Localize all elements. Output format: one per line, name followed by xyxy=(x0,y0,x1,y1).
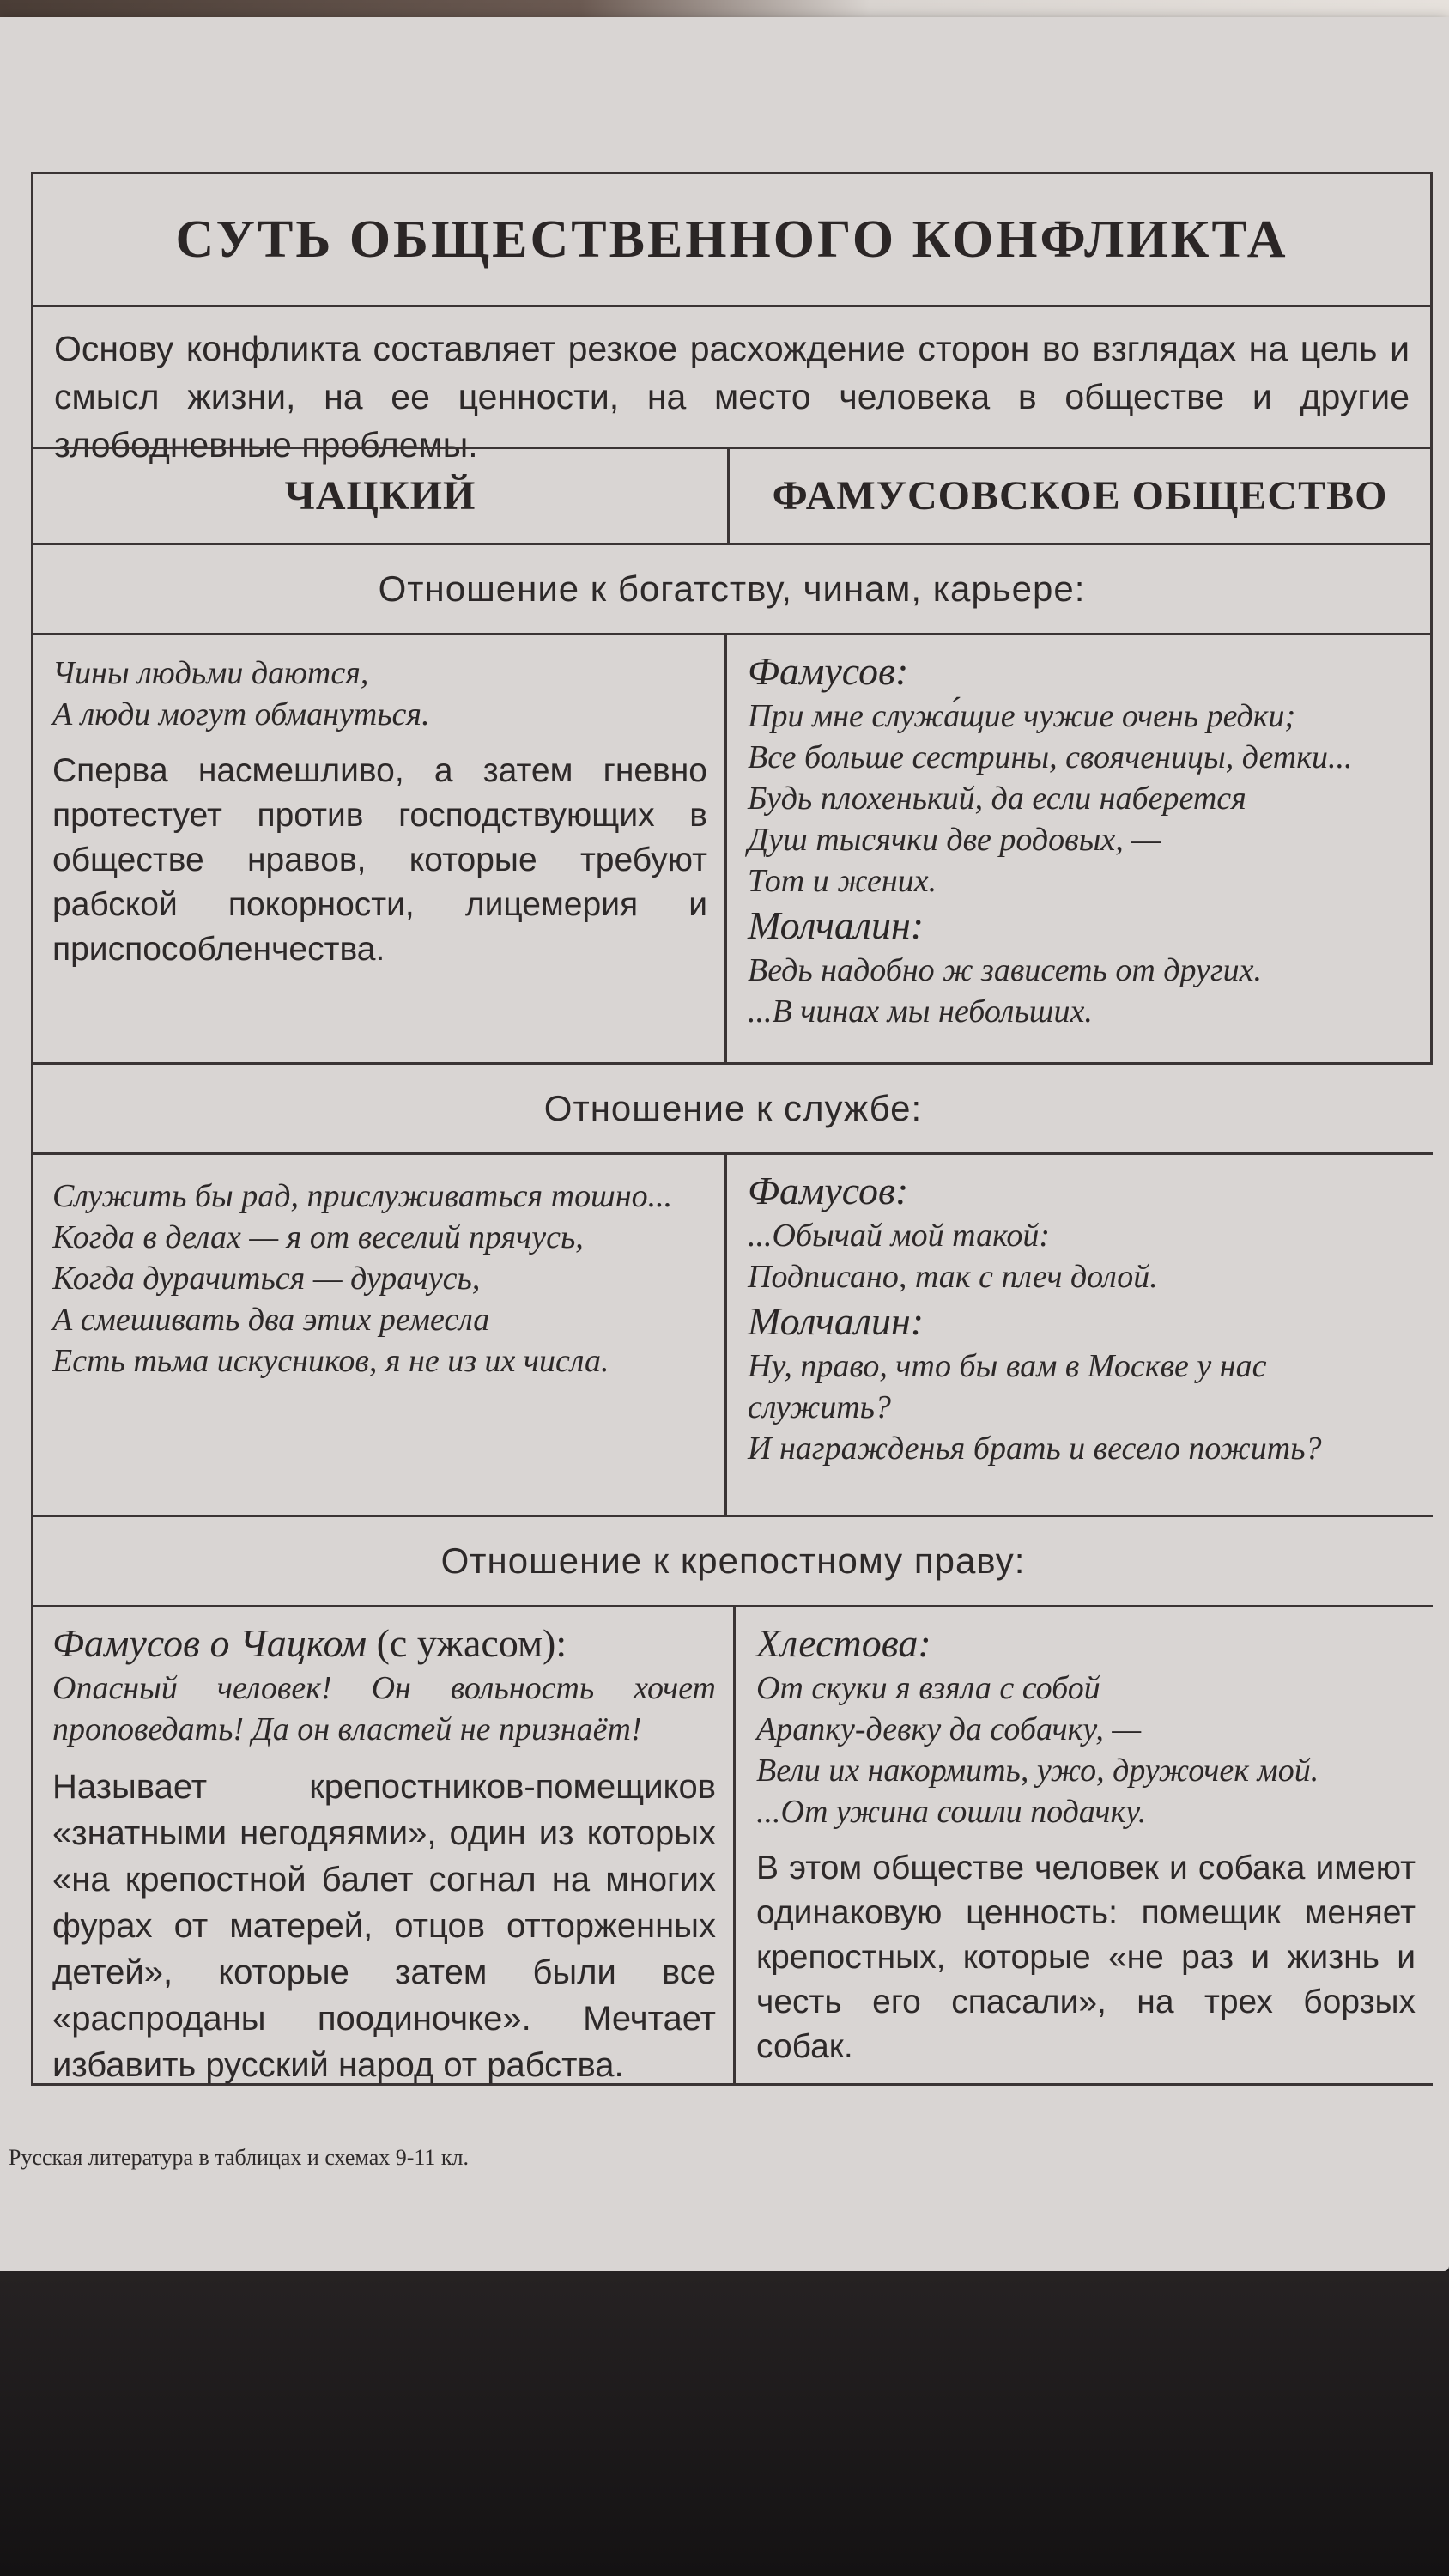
intro-row xyxy=(33,305,1433,465)
famusov-society-cell xyxy=(727,635,1430,1062)
quote-line: А смешивать два этих ремесла xyxy=(52,1302,490,1338)
quote-text: Опасный человек! Он вольность хочет проповедать! Да он властей не признаёт! xyxy=(52,1670,716,1747)
description-text: Называет крепостников-помещиков «знатными негодяями», один из которых «на крепостной балет согнал на многих фурах от матерей, отцов отторженных детей», которые затем были все «распроданы поодиночке». Мечтает избавить русский народ от рабства. xyxy=(52,1768,716,2084)
speaker-label: Фамусов: xyxy=(748,1169,909,1212)
quote-line: ...Обычай мой такой: xyxy=(748,1218,1051,1254)
quote-line: Служить бы рад, прислуживаться тошно... xyxy=(52,1178,673,1214)
column-header-famusov-society: ФАМУСОВСКОЕ ОБЩЕСТВО xyxy=(772,473,1388,519)
quote-line: А люди могут обмануться. xyxy=(52,696,430,732)
quote-line: Будь плохенький, да если наберется xyxy=(748,781,1246,817)
quote-line: Есть тьма искусников, я не из их числа. xyxy=(52,1343,609,1379)
intro-text: Основу конфликта составляет резкое расхождение сторон во взглядах на цель и смысл жизни, на ее ценности, на место человека в обществе и другие злободневные проблемы. xyxy=(54,329,1410,465)
conflict-table xyxy=(31,172,1433,2086)
description-text: В этом обществе человек и собака имеют одинаковую ценность: помещик меняет крепостных, которые «не раз и жизнь и честь его спасали», на трех борзых собак. xyxy=(756,1850,1416,2065)
quote-line: Подписано, так с плеч долой. xyxy=(748,1259,1158,1295)
speaker-label: Хлестова: xyxy=(756,1621,931,1665)
column-header-row xyxy=(33,447,1433,543)
speaker-label: Молчалин: xyxy=(748,903,925,947)
quote-line: При мне служа́щие чужие очень редки; xyxy=(748,698,1296,734)
quote-line: Все больше сестрины, свояченицы, детки... xyxy=(748,739,1353,775)
column-header-chatsky: ЧАЦКИЙ xyxy=(33,449,730,543)
chatsky-cell xyxy=(33,1607,736,2083)
speaker-label xyxy=(52,1619,716,1668)
quote-line: Чины людьми даются, xyxy=(52,655,369,691)
quote-line: Тот и жених. xyxy=(748,863,937,899)
famusov-society-cell xyxy=(727,1155,1433,1515)
quote-line: Арапку-девку да собачку, — xyxy=(756,1711,1142,1747)
quote-line: ...В чинах мы небольших. xyxy=(748,993,1093,1030)
source-footer: Русская литература в таблицах и схемах 9-11 кл. xyxy=(9,2145,470,2170)
quote-line: Вели их накормить, ужо, дружочек мой. xyxy=(756,1753,1319,1789)
desk-background xyxy=(0,2271,1449,2576)
quote-line: Когда дурачиться — дурачусь, xyxy=(52,1261,481,1297)
quote-line: И награжденья брать и весело пожить? xyxy=(748,1431,1322,1467)
page-title: СУТЬ ОБЩЕСТВЕННОГО КОНФЛИКТА xyxy=(175,210,1288,269)
quote-line: Душ тысячки две родовых, — xyxy=(748,822,1161,858)
quote-line: Ну, право, что бы вам в Москве у нас служить? xyxy=(748,1348,1267,1425)
quote-line: Когда в делах — я от веселий прячусь, xyxy=(52,1219,584,1255)
quote-line: От скуки я взяла с собой xyxy=(756,1670,1100,1706)
chatsky-cell xyxy=(33,1155,727,1515)
quote-line: Ведь надобно ж зависеть от других. xyxy=(748,952,1263,988)
description-text: Сперва насмешливо, а затем гневно протестует против господствующих в обществе нравов, которые требуют рабской покорности, лицемерия и приспособленчества. xyxy=(52,752,707,968)
title-row xyxy=(33,172,1433,305)
speaker-name: Фамусов о Чацком xyxy=(52,1621,367,1665)
section-content-service xyxy=(33,1152,1433,1515)
speaker-label: Молчалин: xyxy=(748,1299,925,1343)
section-content-wealth xyxy=(33,633,1433,1062)
section-heading-service: Отношение к службе: xyxy=(33,1062,1433,1152)
book-page xyxy=(0,17,1449,2271)
section-heading-serfdom: Отношение к крепостному праву: xyxy=(33,1515,1433,1605)
speaker-note: (с ужасом): xyxy=(376,1621,567,1665)
famusov-society-cell xyxy=(736,1607,1433,2083)
speaker-label: Фамусов: xyxy=(748,649,909,693)
quote-line: ...От ужина сошли подачку. xyxy=(756,1794,1147,1830)
chatsky-cell xyxy=(33,635,727,1062)
section-heading-wealth: Отношение к богатству, чинам, карьере: xyxy=(33,543,1433,633)
section-content-serfdom xyxy=(33,1605,1433,2086)
